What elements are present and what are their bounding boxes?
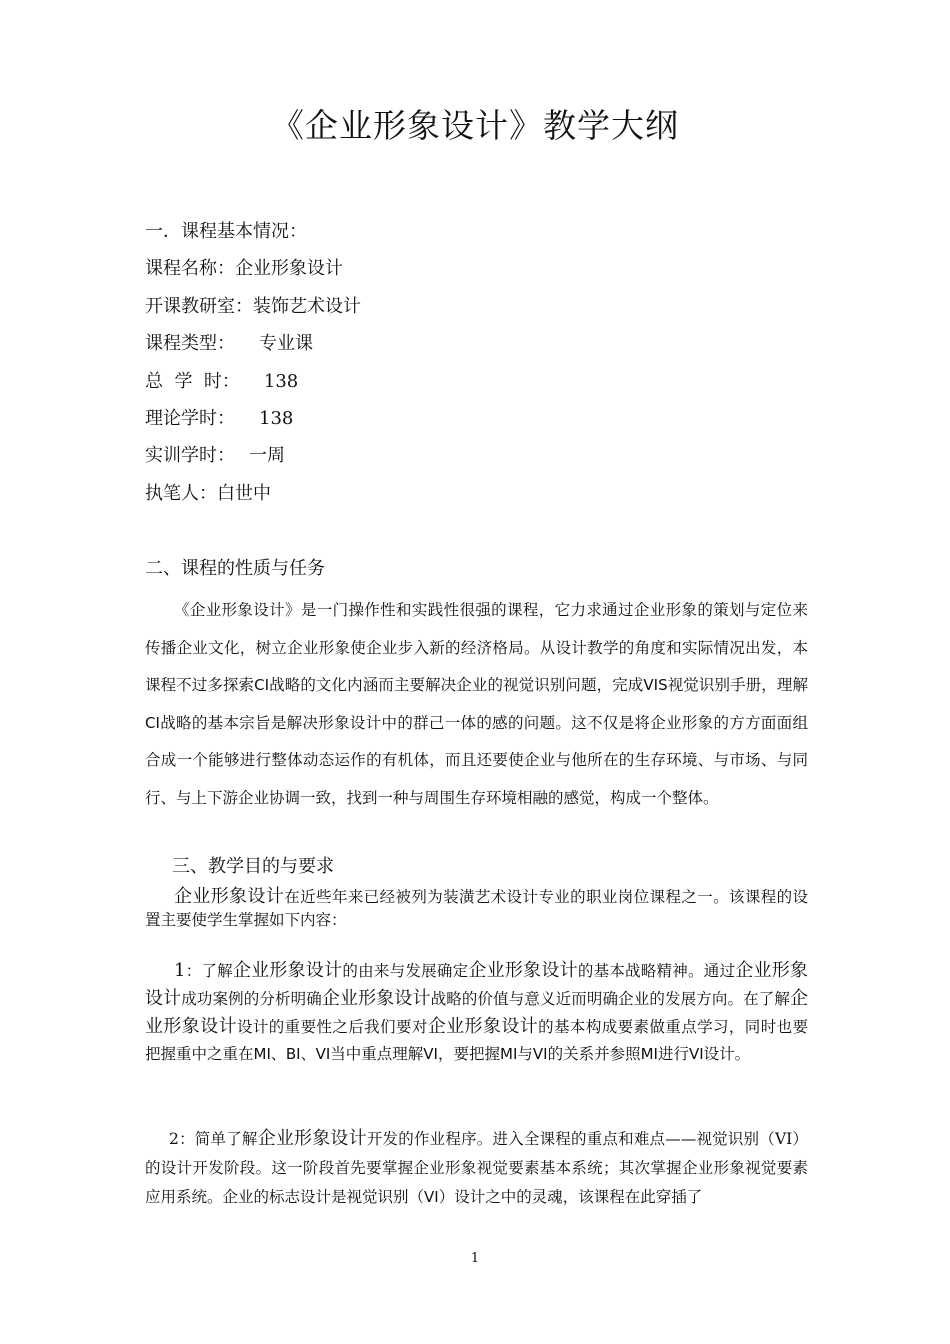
practice-hours — [145, 443, 285, 469]
section-1-heading: 一．课程基本情况： — [145, 221, 307, 242]
section-3-intro: 企业形象设计在近些年来已经被列为装潢艺术设计专业的职业岗位课程之一。该课程的设置主要使学生掌握如下内容： — [145, 886, 808, 929]
department: 开课教研室：装饰艺术设计 — [145, 296, 361, 317]
total-hours-value: 138 — [263, 371, 299, 392]
total-hours-label: 总 学 时： — [145, 371, 240, 392]
course-type-value: 专业课 — [259, 333, 313, 354]
theory-hours-value: 138 — [259, 408, 294, 429]
total-hours — [145, 369, 298, 395]
section-3-item-1: 1：了解企业形象设计的由来与发展确定企业形象设计的基本战略精神。通过企业形象设计成功案例的分析明确企业形象设计战略的价值与意义近而明确企业的发展方向。在了解企业形象设计设计的重要性之后我们要对企业形象设计的基本构成要素做重点学习，同时也要把握重中之重在MI、BI、VI当中重点理解VI，要把握MI与VI的关系并参照MI进行VI设计。 — [145, 960, 808, 1063]
section-3-heading: 三、教学目的与要求 — [172, 856, 334, 877]
practice-hours-value: 一周 — [249, 445, 285, 466]
theory-hours-label: 理论学时： — [145, 408, 235, 429]
document-title: 《企业形象设计》教学大纲 — [271, 106, 679, 145]
course-type — [145, 331, 313, 357]
page-number: 1 — [470, 1251, 480, 1266]
course-name: 课程名称：企业形象设计 — [145, 258, 343, 279]
practice-hours-label: 实训学时： — [145, 445, 235, 466]
section-2-heading: 二、课程的性质与任务 — [145, 558, 325, 579]
section-2-paragraph: 《企业形象设计》是一门操作性和实践性很强的课程，它力求通过企业形象的策划与定位来传播企业文化，树立企业形象使企业步入新的经济格局。从设计教学的角度和实际情况出发，本课程不过多探索CI战略的文化内涵而主要解决企业的视觉识别问题，完成VIS视觉识别手册，理解CI战略的基本宗旨是解决形象设计中的群己一体的感的问题。这不仅是将企业形象的方方面面组合成一个能够进行整体动态运作的有机体，而且还要使企业与他所在的生存环境、与市场、与同行、与上下游企业协调一致，找到一种与周围生存环境相融的感觉，构成一个整体。 — [145, 601, 808, 807]
course-type-label: 课程类型： — [145, 333, 235, 354]
section-3-item-2: 2：简单了解企业形象设计开发的作业程序。进入全课程的重点和难点——视觉识别（VI）的设计开发阶段。这一阶段首先要掌握企业形象视觉要素基本系统；其次掌握企业形象视觉要素应用系统。企业的标志设计是视觉识别（VI）设计之中的灵魂，该课程在此穿插了 — [145, 1128, 808, 1206]
theory-hours — [145, 406, 293, 432]
author: 执笔人：白世中 — [145, 483, 271, 504]
